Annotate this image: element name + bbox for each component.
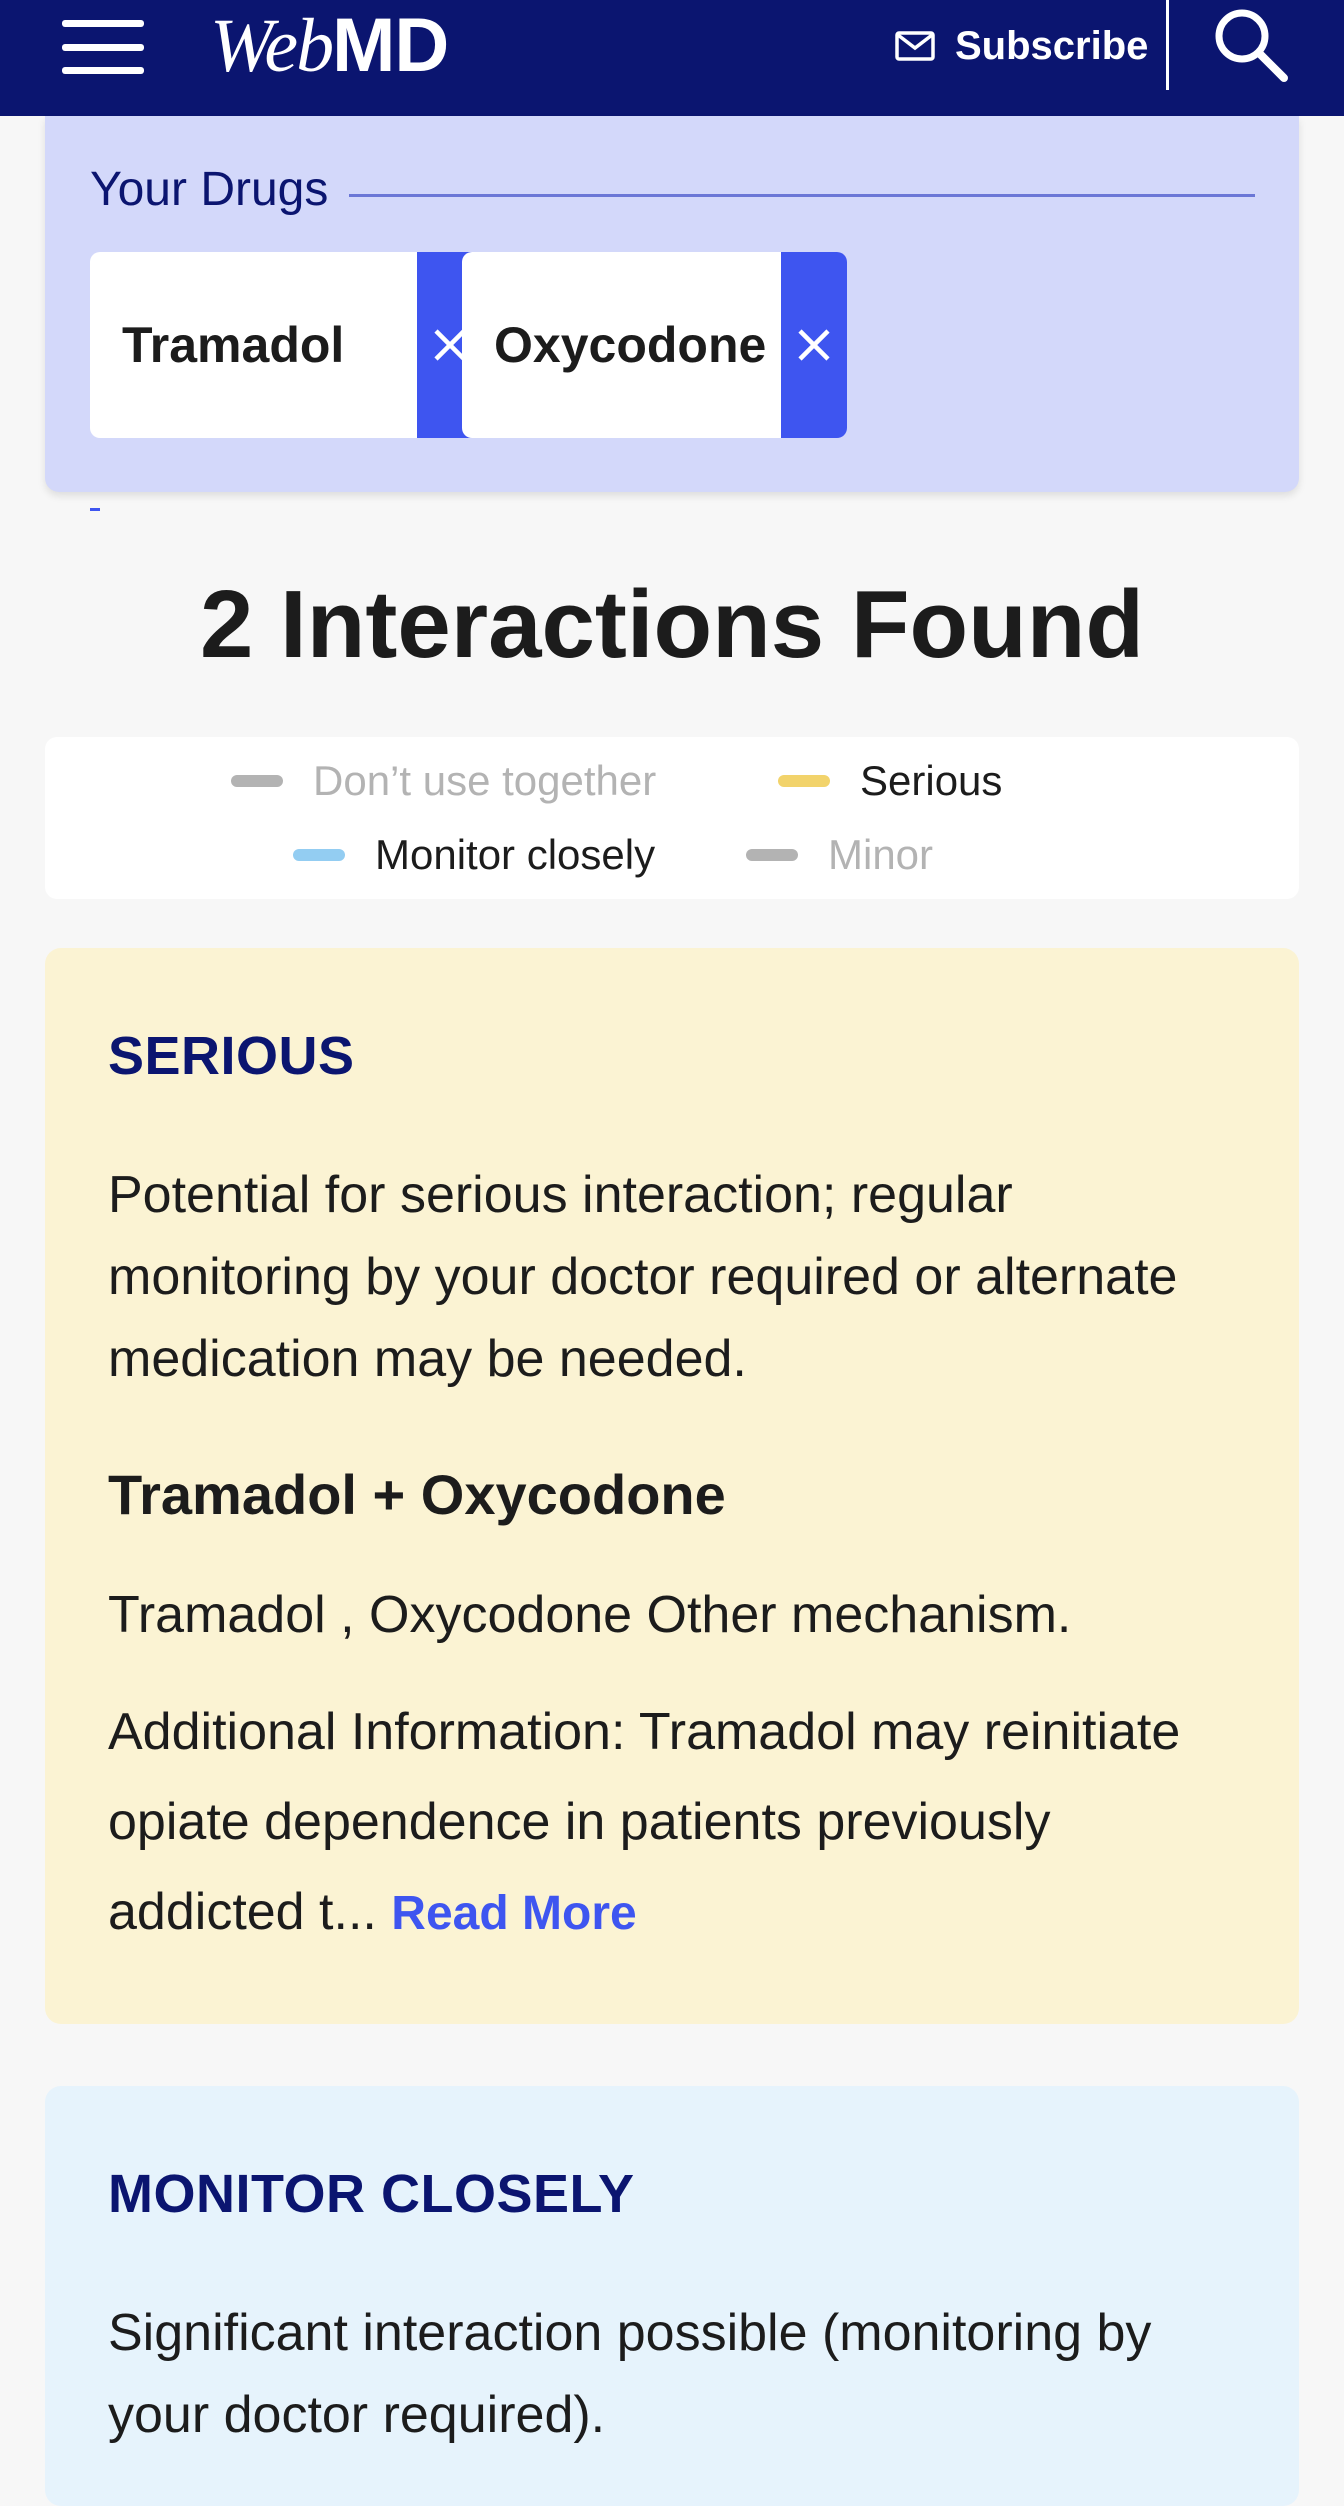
severity-description: Potential for serious interaction; regular monitoring by your doctor required or alternate medication may be needed. (108, 1166, 1178, 1388)
legend-swatch (746, 849, 798, 861)
monitor-closely-interaction-card (45, 2086, 1299, 2506)
additional-info-text: Additional Information: Tramadol may reinitiate opiate dependence in patients previously addicted t... (108, 1703, 1181, 1941)
serious-interaction-card (45, 948, 1299, 2024)
legend-item-dont-use-together[interactable] (231, 757, 656, 805)
menu-icon[interactable] (62, 20, 144, 74)
legend-item-monitor-closely[interactable] (293, 831, 655, 879)
your-drugs-title: Your Drugs (90, 163, 329, 216)
severity-description: Significant interaction possible (monitoring by your doctor required). (108, 2304, 1152, 2444)
interaction-title: Tramadol + Oxycodone (108, 1463, 726, 1526)
webmd-logo[interactable] (210, 2, 448, 90)
legend-label: Don’t use together (313, 757, 657, 804)
legend-label: Monitor closely (375, 831, 656, 878)
read-more-link[interactable]: Read More (391, 1887, 637, 1940)
your-drugs-divider (349, 194, 1255, 197)
drug-pill (90, 252, 483, 438)
remove-drug-button[interactable] (781, 252, 847, 438)
search-icon[interactable] (1212, 6, 1292, 86)
subscribe-button[interactable] (895, 18, 1148, 74)
logo-text-md: MD (332, 3, 449, 88)
header-divider (1166, 0, 1169, 90)
mail-icon (895, 31, 935, 61)
site-header (0, 0, 1344, 116)
drug-name: Tramadol (122, 317, 345, 373)
legend-item-minor[interactable] (746, 831, 933, 879)
focus-dash (90, 508, 100, 511)
interaction-mechanism: Tramadol , Oxycodone Other mechanism. (108, 1586, 1072, 1644)
legend-item-serious[interactable] (778, 757, 1002, 805)
legend-swatch (778, 775, 830, 787)
severity-heading: MONITOR CLOSELY (108, 2164, 635, 2224)
severity-heading: SERIOUS (108, 1026, 355, 1086)
drug-name: Oxycodone (494, 317, 767, 373)
severity-legend (45, 737, 1299, 899)
your-drugs-panel (45, 116, 1299, 492)
legend-swatch (293, 849, 345, 861)
interaction-additional-info (108, 1687, 1248, 1959)
subscribe-label: Subscribe (955, 23, 1149, 68)
legend-swatch (231, 775, 283, 787)
legend-label: Serious (860, 757, 1003, 804)
interactions-found-title: 2 Interactions Found (199, 571, 1145, 678)
logo-text-web: Web (210, 4, 333, 88)
drug-pill (462, 252, 847, 438)
close-icon (797, 328, 831, 362)
legend-label: Minor (828, 831, 934, 878)
